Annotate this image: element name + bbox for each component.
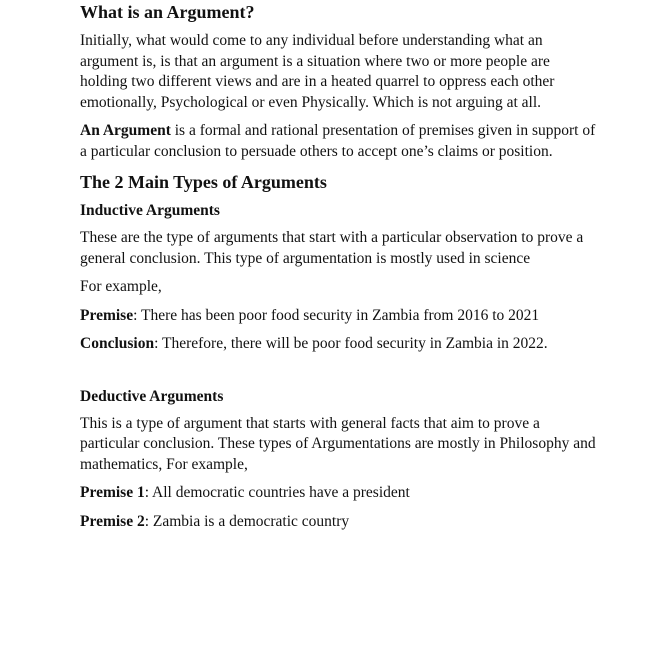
heading-inductive: Inductive Arguments <box>80 202 220 219</box>
example-intro: For example, <box>80 278 162 295</box>
premise-2-text: : Zambia is a democratic country <box>144 512 350 530</box>
premise-2-label: Premise 2 <box>80 512 145 530</box>
heading-what-is-argument: What is an Argument? <box>80 2 255 22</box>
inductive-conclusion <box>80 334 600 355</box>
deductive-premise-2 <box>80 512 600 533</box>
paragraph-deductive: This is a type of argument that starts with general facts that aim to prove a particular conclusion. These types of Argumentations are mostly in Philosophy and mathematics, For example, <box>80 414 596 473</box>
paragraph-initially: Initially, what would come to any individual before understanding what an argument is, is that an argument is a situation where two or more people are holding two different views and are in a heated quarrel to oppress each other emotionally, Psychological or even Physically. Which is not arguing at all. <box>80 32 555 111</box>
premise-1-text: : All democratic countries have a president <box>144 484 410 501</box>
deductive-premise-1 <box>80 483 600 504</box>
premise-1-label: Premise 1 <box>80 484 145 501</box>
argument-definition-text: is a formal and rational presentation of premises given in support of a particular conclusion to persuade others to accept one’s claims or position. <box>80 122 596 160</box>
paragraph-inductive: These are the type of arguments that start with a particular observation to prove a general conclusion. This type of argumentation is mostly used in science <box>80 229 584 267</box>
conclusion-text: : Therefore, there will be poor food security in Zambia in 2022. <box>154 335 548 352</box>
paragraph-argument-definition <box>80 121 600 162</box>
argument-term: An Argument <box>80 122 171 139</box>
inductive-premise <box>80 306 600 327</box>
conclusion-label: Conclusion <box>80 335 155 352</box>
heading-deductive: Deductive Arguments <box>80 387 224 405</box>
document-page <box>80 0 600 532</box>
premise-text: : There has been poor food security in Zambia from 2016 to 2021 <box>133 306 540 324</box>
heading-main-types: The 2 Main Types of Arguments <box>80 172 327 192</box>
premise-label: Premise <box>80 306 134 324</box>
